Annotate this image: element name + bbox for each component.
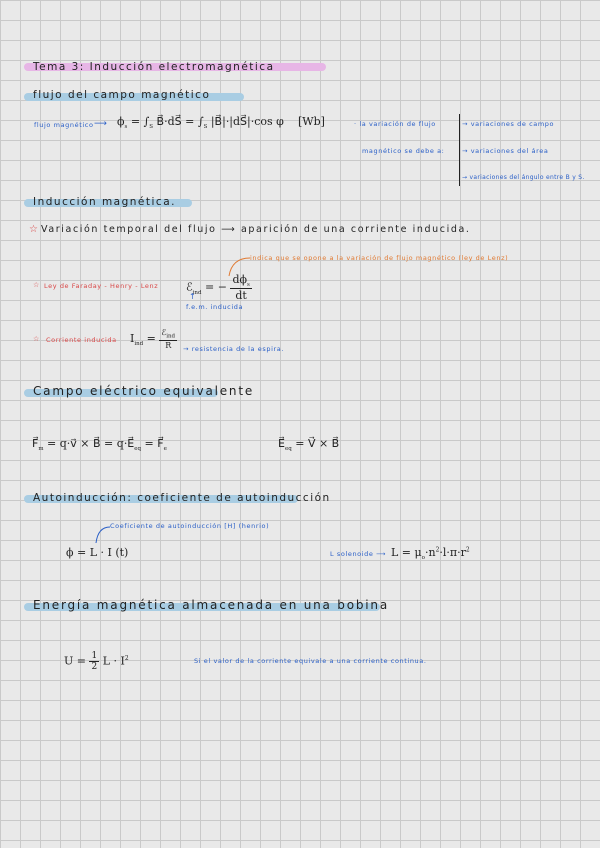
star-icon: ☆ xyxy=(33,335,40,343)
faraday-formula: ℰ$_{ind}$ = − $\frac{d\phi_s}{dt}$ xyxy=(186,273,250,303)
star-icon: ☆ xyxy=(29,224,38,235)
flux-note-a: · la variación de flujo xyxy=(354,120,436,128)
self-induction-formula: ϕ = L · I (t) xyxy=(66,546,129,559)
coef-pointer xyxy=(92,523,112,545)
cause-item-1: → variaciones de campo xyxy=(462,120,555,128)
flux-label: flujo magnético xyxy=(34,121,94,129)
cause-item-3: → variaciones del ángulo entre B y S. xyxy=(462,174,585,181)
page-title: Tema 3: Inducción electromagnética xyxy=(33,61,275,73)
field-formula: $E⃗_{eq}$ = V⃗ × B⃗ xyxy=(278,437,340,453)
energy-formula: U = $\frac{1}{2}$ $L \cdot I^2$ xyxy=(64,651,129,672)
current-formula: $I_{ind}$ = $\frac{ℰ_{ind}}{R}$ xyxy=(130,328,176,350)
section4-heading: Autoinducción: coeficiente de autoinducción xyxy=(33,492,331,504)
fem-label: f.e.m. inducida xyxy=(186,303,244,311)
section2-heading: Inducción magnética. xyxy=(33,196,176,208)
solenoid-label: L solenoide ⟶ xyxy=(330,550,387,558)
solenoid-formula: $L = \mu_o\cdot n^2\cdot l\cdot\pi\cdot r^2$ xyxy=(391,546,470,562)
lenz-note: indica que se opone a la variación de flujo magnético (ley de Lenz) xyxy=(250,254,509,262)
current-label: Corriente inducida xyxy=(46,336,117,344)
section5-heading: Energía magnética almacenada en una bobina xyxy=(33,598,389,612)
star-icon: ☆ xyxy=(33,281,40,289)
force-formula: $F⃗_m$ = q·v⃗ × B⃗ = $q\cdot E⃗_{eq}$ = $F⃗_e$ xyxy=(32,437,167,453)
energy-note: Si el valor de la corriente equivale a una corriente continua. xyxy=(194,657,427,665)
flux-arrow: ⟶ xyxy=(94,119,108,129)
cause-item-2: → variaciones del área xyxy=(462,147,549,155)
section1-heading: flujo del campo magnético xyxy=(33,89,211,101)
fem-pointer: ↑ xyxy=(189,292,196,301)
resistance-note: → resistencia de la espira. xyxy=(183,345,285,353)
flux-unit: [Wb] xyxy=(298,115,325,128)
induction-statement: Variación temporal del flujo ⟶ aparición de una corriente inducida. xyxy=(41,224,471,235)
cause-bracket xyxy=(459,114,460,186)
flux-formula: $\phi_s = \int_S$ B⃗·dS⃗ = $\int_S$ |B⃗|·|dS⃗|·cos φ xyxy=(117,115,284,131)
flux-note-b: magnético se debe a: xyxy=(362,147,445,155)
faraday-label: Ley de Faraday - Henry - Lenz xyxy=(44,282,159,290)
section3-heading: Campo eléctrico equivalente xyxy=(33,384,255,398)
coef-note: Coeficiente de autoinducción [H] (henrio) xyxy=(110,522,270,530)
